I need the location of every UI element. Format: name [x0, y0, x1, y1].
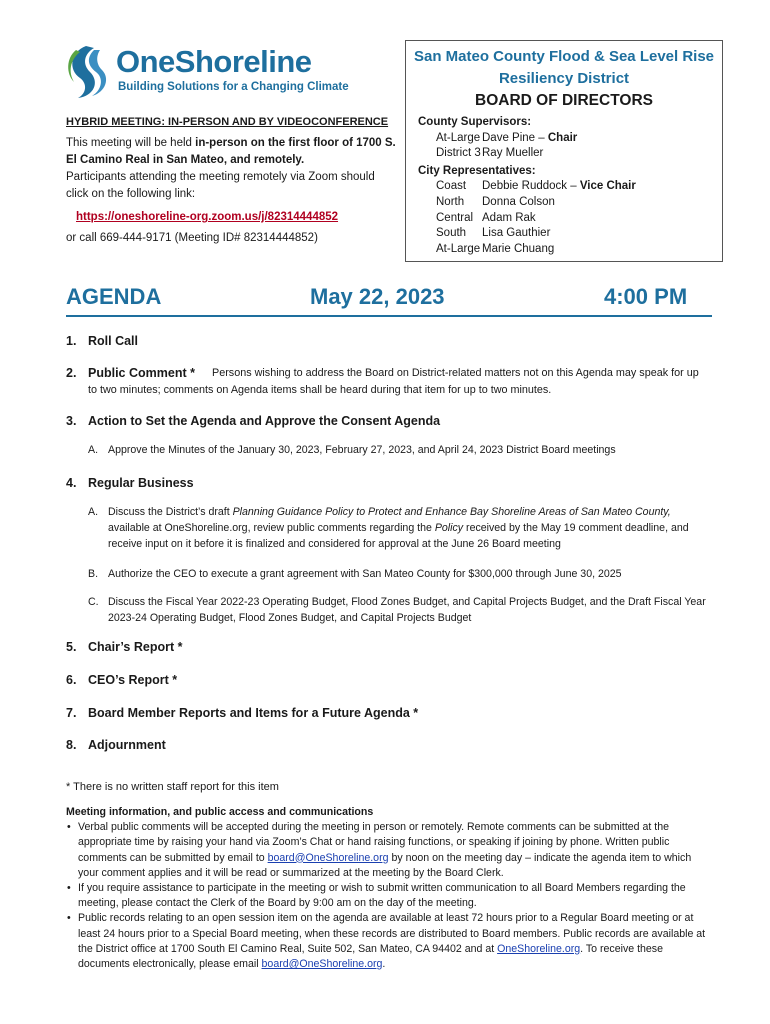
- roster-row: [418, 146, 636, 162]
- footnote: * There is no written staff report for this item: [66, 781, 279, 793]
- wave-logo-icon: [64, 44, 110, 100]
- website-link[interactable]: OneShoreline.org: [497, 942, 581, 955]
- item-title: Regular Business: [88, 476, 194, 490]
- supervisors-label: County Supervisors:: [418, 116, 532, 128]
- roster-row: [418, 131, 636, 147]
- zoom-link[interactable]: https://oneshoreline-org.zoom.us/j/82314444852: [76, 211, 339, 223]
- item-title: Roll Call: [88, 334, 139, 348]
- notes-text: by noon on the meeting day – indicate the agenda item to which your comment applies and it will be read or summarized at the meeting by the Board Clerk.: [78, 851, 692, 879]
- roster-area: Coast: [436, 180, 467, 193]
- meeting-notes: [66, 805, 706, 972]
- item-title: CEO’s Report *: [88, 673, 178, 687]
- board-email-link[interactable]: board@OneShoreline.org: [261, 958, 383, 971]
- sub-item-text-part: available at OneShoreline.org, review public comments regarding the: [108, 522, 435, 534]
- notes-text: . To receive these documents electronically, please email: [78, 942, 663, 971]
- agenda-label: AGENDA: [66, 284, 162, 309]
- item-title: Board Member Reports and Items for a Future Agenda *: [88, 706, 419, 720]
- agenda-date: May 22, 2023: [310, 284, 445, 309]
- roster-area: At-Large: [436, 131, 481, 144]
- notes-item: [78, 881, 706, 911]
- meeting-location-bold: in-person on the first floor of 1700 S. El Camino Real in San Mateo, and remotely.: [66, 137, 396, 166]
- roster-row: [418, 211, 636, 227]
- roster-row: [418, 179, 636, 195]
- roster-name: Ray Mueller: [482, 147, 544, 160]
- sub-item: [88, 566, 708, 582]
- reps-label: City Representatives:: [418, 164, 536, 177]
- sub-item: [88, 504, 708, 552]
- notes-text: .: [382, 958, 386, 971]
- sub-item-text: Approve the Minutes of the January 30, 2023, February 27, 2023, and April 24, 2023 District Board meetings: [108, 444, 616, 456]
- sub-item-text-part: received by the May 19 comment deadline, and receive input on it before it is finalized and considered for approval at the June 26 Board meeting: [108, 522, 689, 550]
- zoom-instructions: Participants attending the meeting remotely via Zoom should click on the following link:: [66, 171, 375, 200]
- roster-name: Lisa Gauthier: [482, 227, 551, 240]
- item-title: Chair’s Report *: [88, 640, 183, 654]
- notes-text: Verbal public comments will be accepted during the meeting in person or remotely. Remote comments can be submitted at the appropriate time by raising your hand via Zoom’s Chat or hand raising functions, or speaking if joining by phone. Written public comments can be submitted by email to: [78, 821, 670, 864]
- district-name: [406, 46, 722, 90]
- item-number: 1.: [66, 334, 77, 348]
- agenda-divider: [66, 315, 712, 317]
- roster-name: Adam Rak: [482, 211, 536, 224]
- sub-item-letter: B.: [88, 568, 99, 580]
- sub-item-text: [108, 504, 708, 552]
- item-number: 4.: [66, 476, 77, 490]
- item-number: 2.: [66, 366, 77, 380]
- logo-name: OneShoreline: [116, 44, 312, 79]
- hybrid-heading: HYBRID MEETING: IN-PERSON AND BY VIDEOCONFERENCE: [66, 116, 389, 128]
- meeting-location: [66, 135, 396, 169]
- roster-row: [418, 226, 636, 242]
- roster-area: North: [436, 195, 465, 208]
- roster-area: At-Large: [436, 242, 481, 255]
- notes-text: Public records relating to an open session item on the agenda are available at least 72 hours prior to a Regular Board meeting or at least 24 hours prior to a Special Board meeting, when these records are distributed to Board members. Public records are available at the District office at 1700 South El Camino Real, Suite 502, San Mateo, CA 94402 and at: [78, 912, 706, 955]
- roster-name: Marie Chuang: [482, 242, 555, 255]
- roster-role: Vice Chair: [579, 180, 636, 193]
- notes-text: If you require assistance to participate in the meeting or wish to submit written communication to all Board Members regarding the meeting, please contact the Clerk of the Board by 9:00 am on the day of the meeting.: [78, 882, 686, 910]
- agenda-time: 4:00 PM: [604, 284, 688, 309]
- board-title: BOARD OF DIRECTORS: [475, 92, 653, 109]
- item-description: Persons wishing to address the Board on District-related matters not on this Agenda may speak for up to two minutes; comments on Agenda items shall be heard during that item for up to two minutes.: [88, 367, 699, 396]
- roster-area: Central: [436, 211, 474, 224]
- sub-item-text-part: Discuss the District’s draft: [108, 506, 233, 518]
- item-number: 6.: [66, 673, 77, 687]
- meeting-info: [66, 114, 396, 247]
- roster-name: Debbie Ruddock –: [482, 180, 580, 193]
- item-number: 3.: [66, 414, 77, 428]
- sub-item-letter: A.: [88, 506, 99, 518]
- board-roster: [418, 115, 636, 257]
- roster-role: Chair: [547, 131, 578, 144]
- sub-item-letter: A.: [88, 444, 99, 456]
- roster-area: District 3: [436, 147, 481, 160]
- roster-row: [418, 242, 636, 258]
- sub-item-text: Authorize the CEO to execute a grant agreement with San Mateo County for $300,000 through June 30, 2025: [108, 568, 622, 580]
- notes-item: [78, 911, 706, 972]
- board-email-link[interactable]: board@OneShoreline.org: [267, 851, 389, 864]
- sub-item-letter: C.: [88, 596, 99, 608]
- policy-word: Policy: [434, 522, 464, 534]
- sub-item: [88, 442, 708, 458]
- item-title: Public Comment *: [88, 366, 195, 380]
- logo: [64, 44, 354, 100]
- roster-row: [418, 195, 636, 211]
- notes-heading: Meeting information, and public access and communications: [66, 806, 374, 818]
- logo-tagline: Building Solutions for a Changing Climate: [118, 81, 349, 93]
- roster-name: Donna Colson: [482, 195, 555, 208]
- district-name-line2: Resiliency District: [498, 70, 630, 87]
- roster-name: Dave Pine –: [482, 131, 548, 144]
- meeting-location-text: This meeting will be held: [66, 137, 196, 149]
- item-number: 7.: [66, 706, 77, 720]
- board-of-directors-box: [405, 40, 723, 262]
- notes-item: [78, 820, 706, 881]
- item-number: 5.: [66, 640, 77, 654]
- item-title: Action to Set the Agenda and Approve the Consent Agenda: [88, 414, 441, 428]
- policy-title: Planning Guidance Policy to Protect and Enhance Bay Shoreline Areas of San Mateo County,: [232, 506, 671, 518]
- district-name-line1: San Mateo County Flood & Sea Level Rise: [413, 48, 715, 65]
- call-in-info: or call 669-444-9171 (Meeting ID# 82314444852): [66, 232, 318, 244]
- item-title: Adjournment: [88, 738, 166, 752]
- item-number: 8.: [66, 738, 77, 752]
- roster-area: South: [436, 227, 467, 240]
- notes-list: [66, 820, 706, 972]
- sub-item: [88, 594, 708, 626]
- sub-item-text: Discuss the Fiscal Year 2022-23 Operating Budget, Flood Zones Budget, and Capital Projects Budget, and the Draft Fiscal Year 2023-24 Operating Budget, Flood Zones Budget, and Capital Projects Budget: [108, 596, 706, 624]
